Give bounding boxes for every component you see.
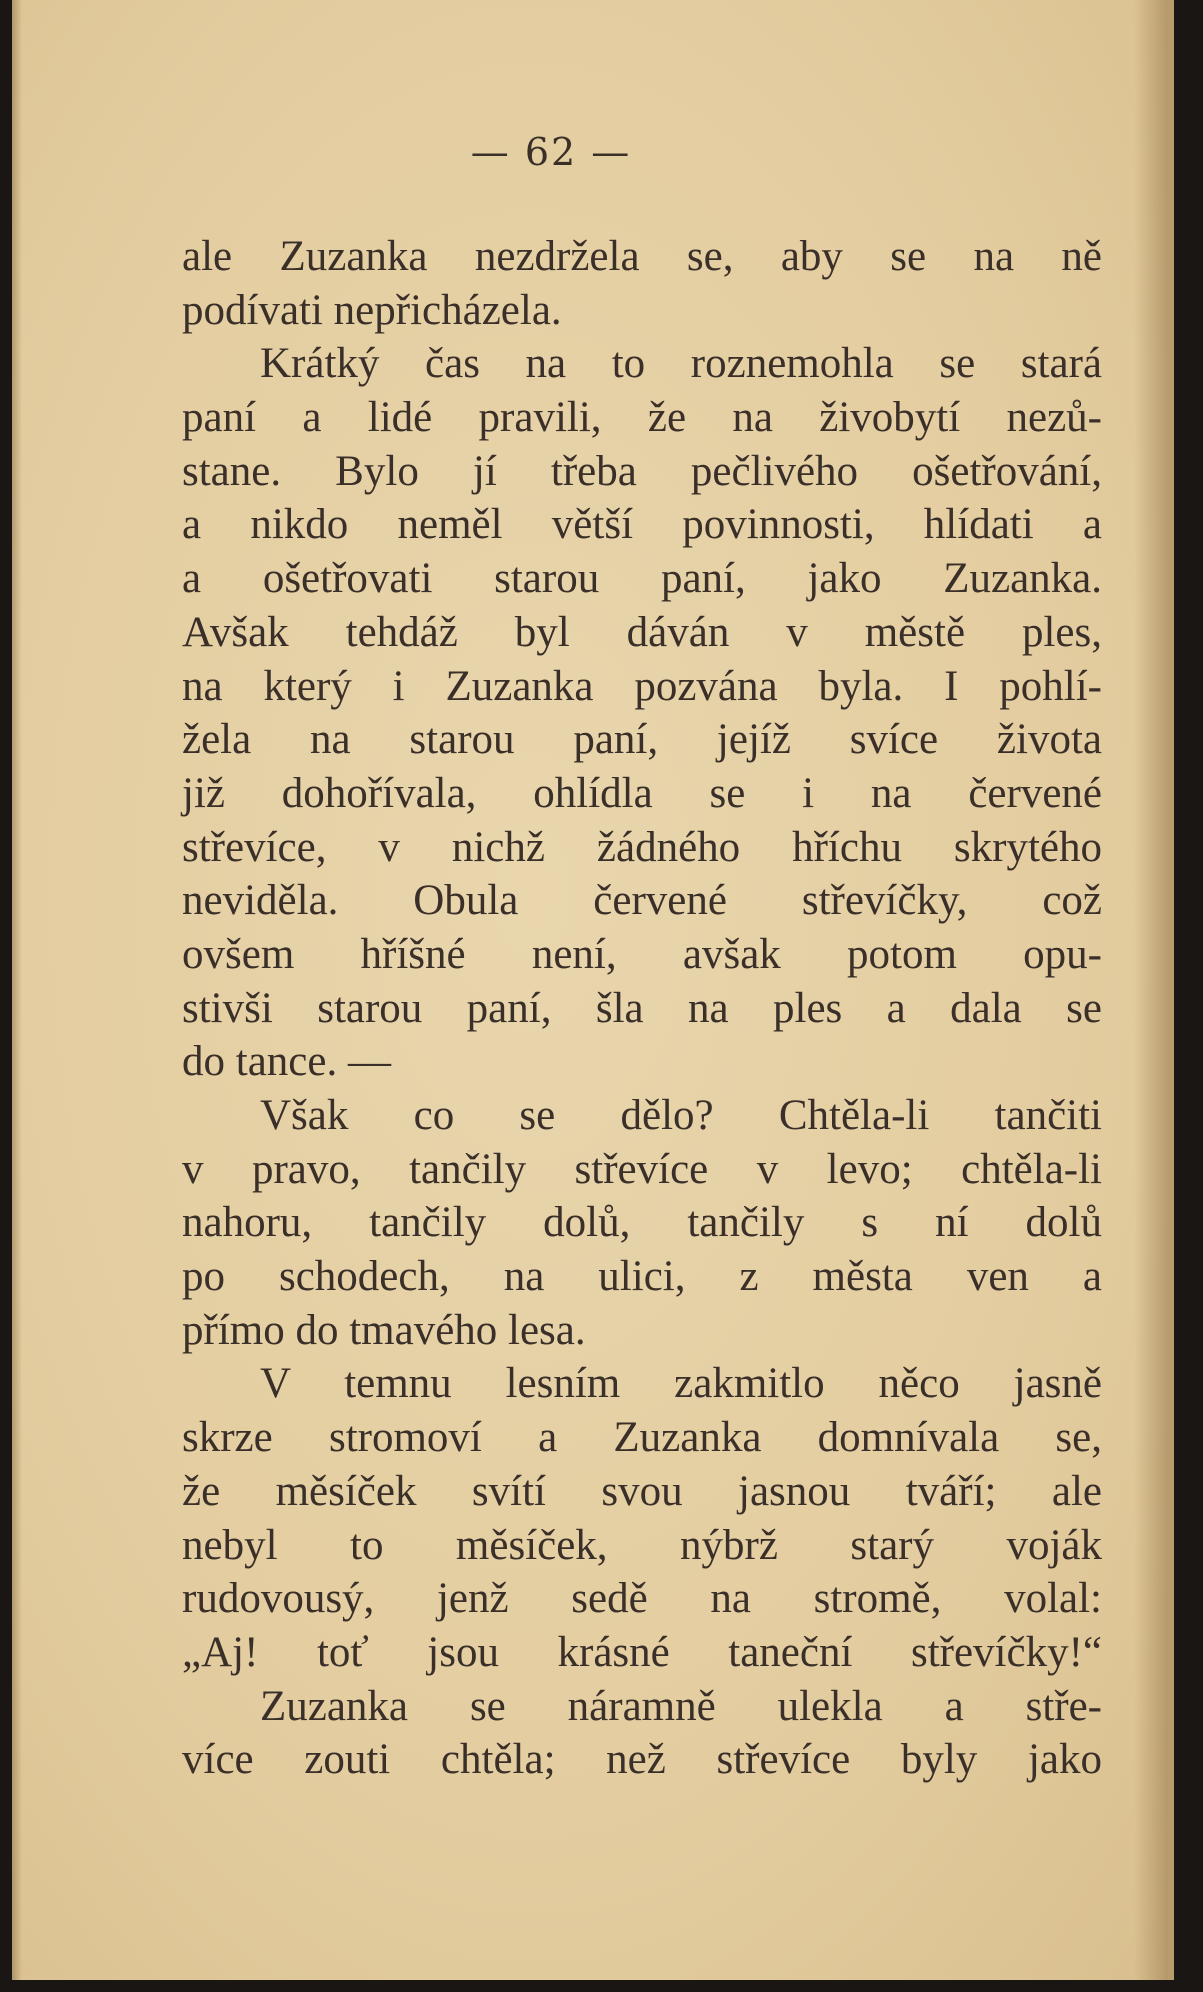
text-line: stane. Bylo jí třeba pečlivého ošetřování, [182, 447, 1102, 495]
text-line: do tance. — [182, 1038, 391, 1086]
body-text [182, 230, 1102, 1787]
text-line: po schodech, na ulici, z města ven a [182, 1253, 1102, 1301]
text-line: neviděla. Obula červené střevíčky, což [182, 877, 1102, 925]
text-line: již dohořívala, ohlídla se i na červené [182, 769, 1102, 817]
text-line: skrze stromoví a Zuzanka domnívala se, [182, 1414, 1102, 1462]
text-line: Však co se dělo? Chtěla-li tančiti [260, 1092, 1102, 1139]
text-line: a nikdo neměl větší povinnosti, hlídati a [182, 501, 1102, 549]
text-line: nebyl to měsíček, nýbrž starý voják [182, 1521, 1102, 1569]
page-gutter-shadow [1134, 0, 1168, 1980]
text-line: nahoru, tančily dolů, tančily s ní dolů [182, 1199, 1102, 1247]
text-line: stivši starou paní, šla na ples a dala se [182, 984, 1102, 1032]
text-line: na který i Zuzanka pozvána byla. I pohlí- [182, 662, 1102, 710]
text-line: v pravo, tančily střevíce v levo; chtěla-li [182, 1145, 1102, 1193]
text-line: Avšak tehdáž byl dáván v městě ples, [182, 608, 1102, 656]
page-number: — 62 — [470, 130, 632, 174]
text-line: ale Zuzanka nezdržela se, aby se na ně [182, 233, 1102, 280]
text-line: přímo do tmavého lesa. [182, 1306, 586, 1354]
text-line: Krátký čas na to roznemohla se stará [260, 340, 1102, 388]
text-line: rudovousý, jenž sedě na stromě, volal: [182, 1575, 1102, 1623]
book-page [12, 0, 1174, 1980]
text-line: Zuzanka se náramně ulekla a stře- [260, 1682, 1102, 1730]
text-line: V temnu lesním zakmitlo něco jasně [260, 1360, 1102, 1408]
text-line: střevíce, v nichž žádného hříchu skrytého [182, 823, 1102, 871]
text-line: žela na starou paní, jejíž svíce života [182, 716, 1102, 764]
text-line: paní a lidé pravili, že na živobytí nezů- [182, 394, 1102, 442]
text-line: a ošetřovati starou paní, jako Zuzanka. [182, 555, 1102, 603]
text-line: že měsíček svítí svou jasnou tváří; ale [182, 1467, 1102, 1515]
text-line: „Aj! toť jsou krásné taneční střevíčky!“ [182, 1628, 1102, 1676]
text-line: podívati nepřicházela. [182, 286, 562, 334]
text-line: ovšem hříšné není, avšak potom opu- [182, 930, 1102, 978]
page-edge-shadow [12, 0, 22, 1980]
text-line: více zouti chtěla; než střevíce byly jako [182, 1736, 1102, 1784]
